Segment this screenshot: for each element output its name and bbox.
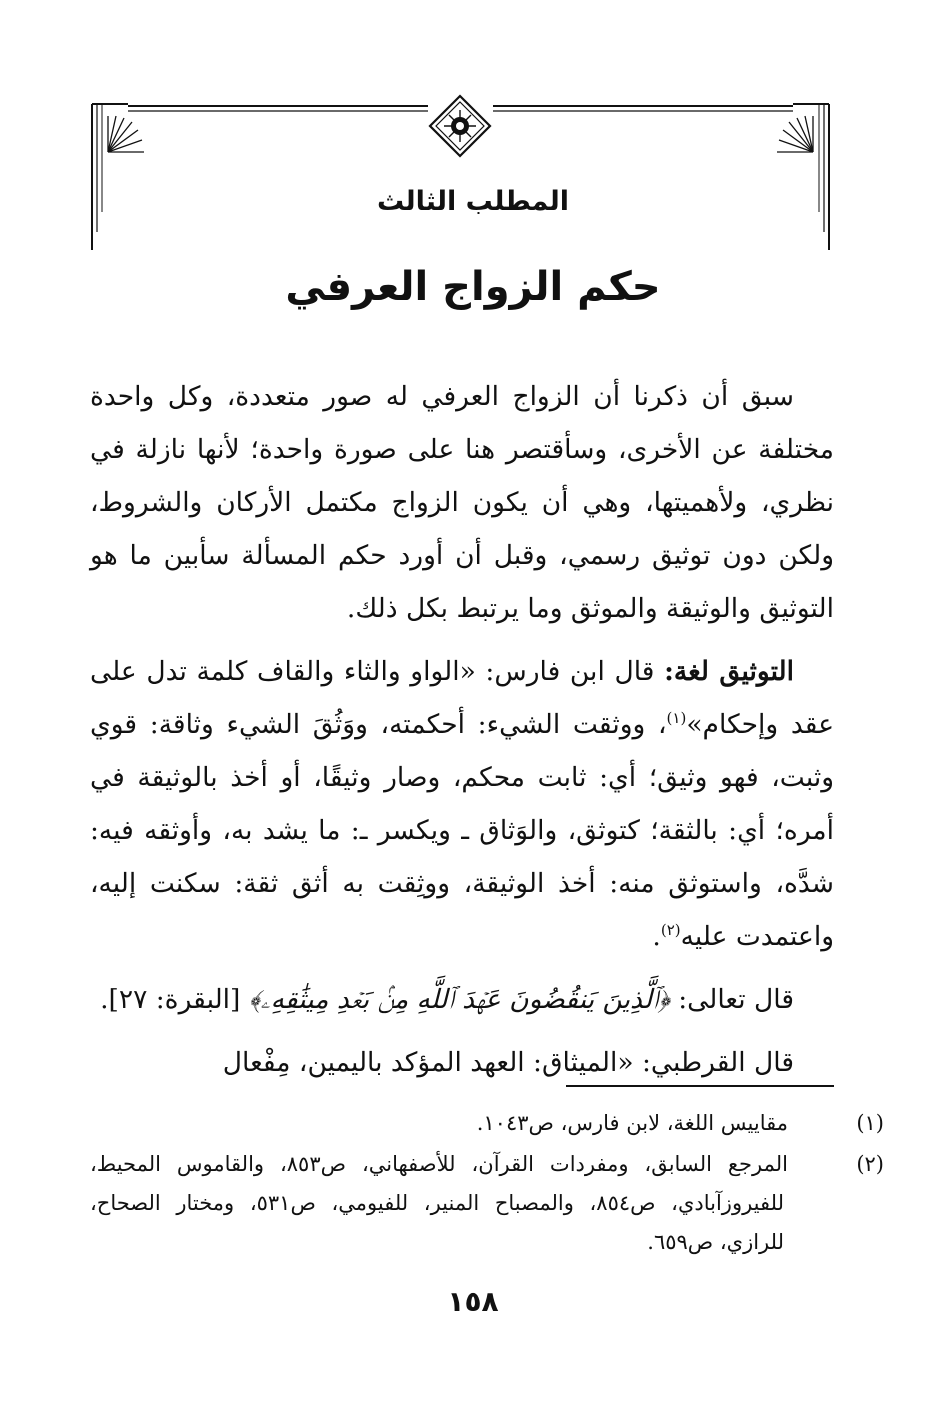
main-text [90,370,834,1099]
page-number: ١٥٨ [447,1285,499,1318]
footnote-text: مقاييس اللغة، لابن فارس، ص١٠٤٣. [476,1111,788,1135]
verse-reference: [البقرة: ٢٧]. [100,984,249,1015]
qurtubi-paragraph: قال القرطبي: «الميثاق: العهد المؤكد باليمين، مِفْعال [222,1047,794,1078]
footnote-text: المرجع السابق، ومفردات القرآن، للأصفهاني، ص٨٥٣، والقاموس المحيط، للفيروزآبادي، ص٨٥٤، والمصباح المنير، للفيومي، ص٥٣١، ومختار الصحاح، للرازي، ص٦٥٩. [90,1152,788,1254]
footnote-ref-2[interactable]: (٢) [660,921,681,940]
definition-text-1: قال ابن فارس: «الواو والثاء والقاف كلمة تدل على عقد وإحكام» [90,656,835,740]
definition-text-2: ، ووثقت الشيء: أحكمته، ووَثُقَ الشيء وثاقة: قوي وثبت، فهو وثيق؛ أي: ثابت محكم، وصار وثيقًا، أو أخذ بالوثيقة في أمره؛ أي: بالثقة؛ كتوثق، والوَثاق ـ ويكسر ـ: ما يشد به، وأوثقه فيه: شدَّه، واستوثق منه: أخذ الوثيقة، ووثِقت به أثق ثقة: سكنت إليه، واعتمدت عليه [90,709,834,952]
right-fan-ornament [777,116,813,152]
definition-paragraph [90,645,834,963]
verse-intro: قال تعالى: [669,984,794,1015]
section-label: المطلب الثالث [376,186,570,217]
footnote-separator [566,1085,834,1087]
definition-lead: التوثيق لغة: [664,656,794,687]
page-title: حكم الزواج العرفي [285,264,661,310]
intro-paragraph: سبق أن ذكرنا أن الزواج العرفي له صور متعددة، وكل واحدة مختلفة عن الأخرى، وسأقتصر هنا على صورة واحدة؛ لأنها نازلة في نظري، ولأهميتها، وهي أن يكون الزواج مكتمل الأركان والشروط، ولكن دون توثيق رسمي، وقبل أن أورد حكم المسألة سأبين ما هو التوثيق والوثيقة والموثق وما يرتبط بكل ذلك. [90,381,834,624]
quran-verse: ﴿ٱلَّذِينَ يَنقُضُونَ عَهۡدَ ٱللَّهِ مِنۢ بَعۡدِ مِيثَٰقِهِۦ﴾ [248,984,670,1015]
footnote-item [90,1104,884,1143]
footnote-item [90,1145,884,1262]
ornamental-header-frame [88,92,833,252]
footnote-number: (١) [856,1111,884,1135]
definition-end: . [652,921,661,952]
footnote-number: (٢) [856,1152,884,1176]
verse-paragraph [90,973,834,1026]
left-fan-ornament [108,116,144,152]
footnote-ref-1[interactable]: (١) [666,709,687,728]
center-diamond-ornament [430,96,490,156]
footnotes [90,1104,884,1264]
